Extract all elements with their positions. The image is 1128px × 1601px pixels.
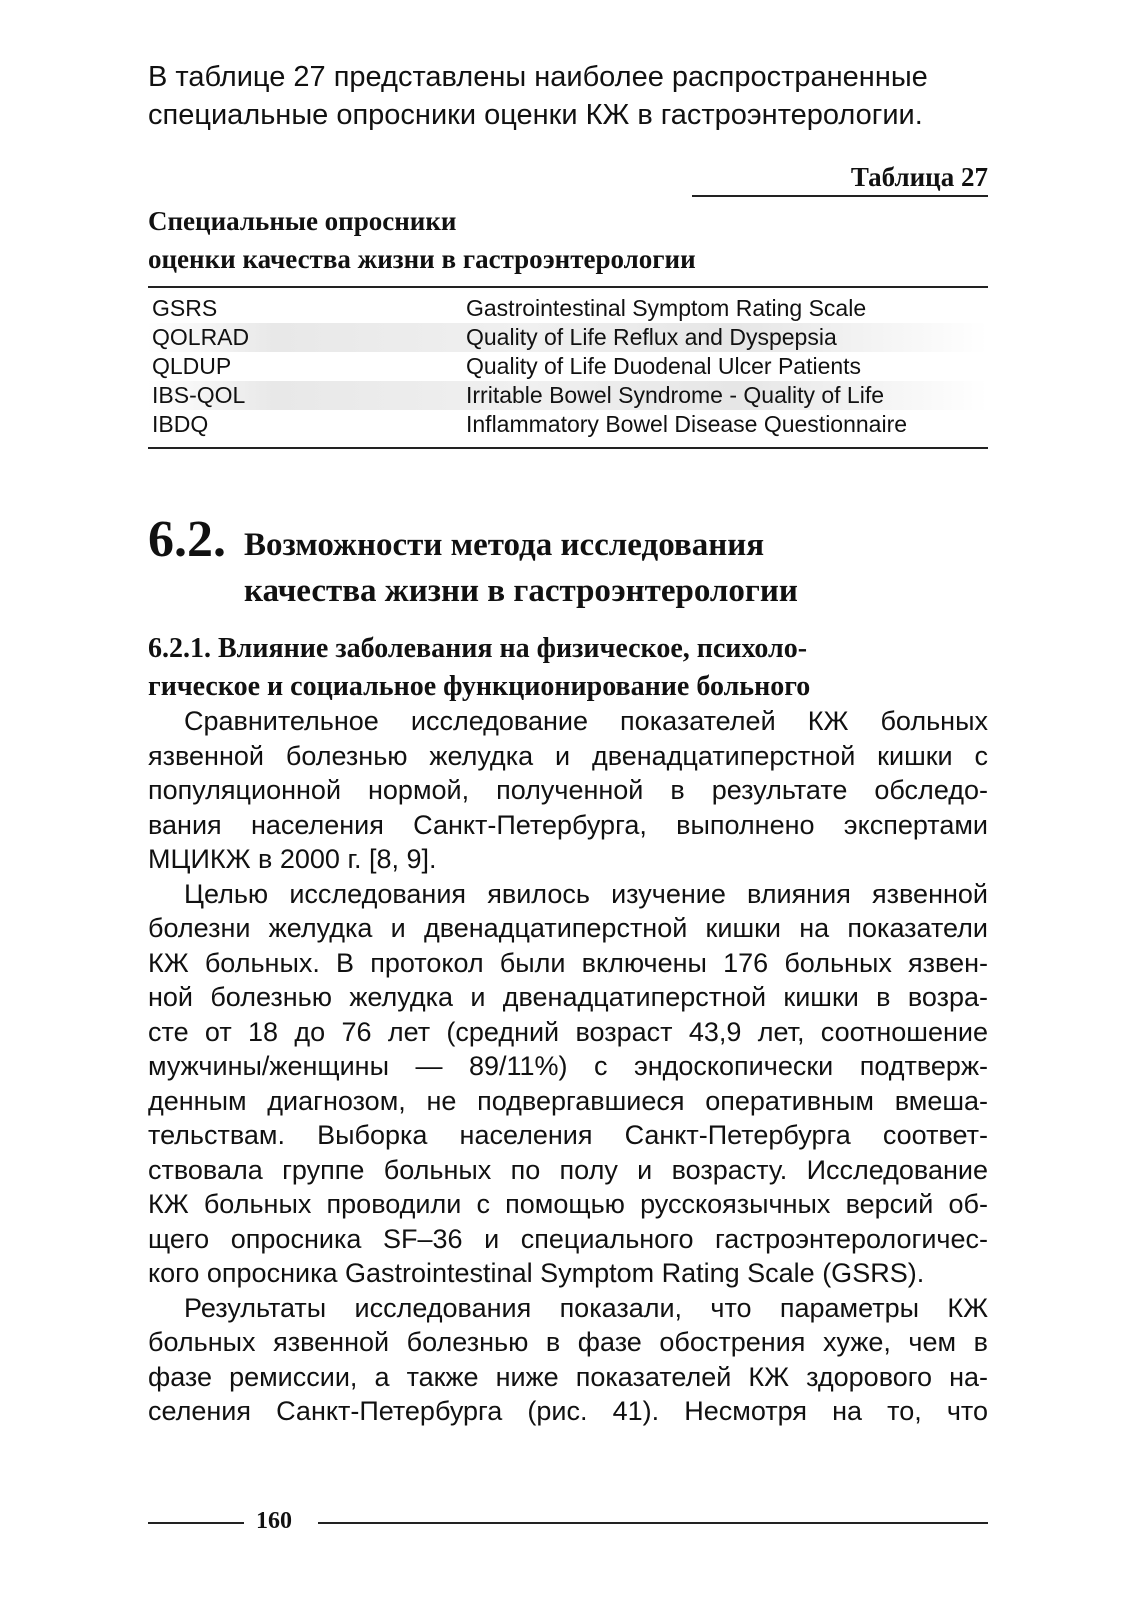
table-row [148,410,988,439]
table-cell-abbr: IBDQ [152,411,209,437]
footer-rule-left [148,1522,244,1524]
subsection-title-line: 6.2.1. Влияние заболевания на физическое, психоло- [148,633,808,664]
text-line: ной болезнью желудка и двенадцатиперстной кишки в возра- [148,982,988,1012]
text-line: Результаты исследования показали, что параметры КЖ [184,1292,988,1323]
table-cell-full: Irritable Bowel Syndrome - Quality of Life [466,382,885,408]
table-row [148,352,988,381]
table-cell-abbr: QOLRAD [152,324,250,350]
subsection-heading [148,630,988,706]
text-line: популяционной нормой, полученной в результате обследо- [148,775,988,805]
body-text [148,704,988,1429]
questionnaire-table [148,286,988,449]
text-line: денным диагнозом, не подвергавшиеся оперативным вмеша- [148,1085,988,1116]
text-line: мужчины/женщины — 89/11%) с эндоскопически подтверж- [148,1051,988,1081]
table-row [148,323,988,352]
text-line: кого опросника Gastrointestinal Symptom Rating Scale (GSRS). [148,1258,925,1288]
intro-line: специальные опросники оценки КЖ в гастроэнтерологии. [148,99,923,131]
text-line: ствовала группе больных по полу и возрасту. Исследование [148,1154,988,1185]
text-line: язвенной болезнью желудка и двенадцатиперстной кишки с [148,740,988,771]
section-title-line: Возможности метода исследования [244,527,765,563]
text-line: селения Санкт-Петербурга (рис. 41). Несмотря на то, что [148,1396,988,1426]
text-line: вания населения Санкт-Петербурга, выполнено экспертами [148,809,988,840]
text-line: КЖ больных. В протокол были включены 176 больных язвен- [148,947,988,978]
text-line: больных язвенной болезнью в фазе обострения хуже, чем в [148,1327,988,1357]
table-title-line: оценки качества жизни в гастроэнтерологии [148,244,696,274]
table-cell-full: Quality of Life Reflux and Dyspepsia [466,324,837,350]
text-line: МЦИКЖ в 2000 г. [8, 9]. [148,844,437,874]
table-cell-abbr: GSRS [152,295,218,321]
table-cell-abbr: QLDUP [152,353,232,379]
table-title-line: Специальные опросники [148,206,457,236]
intro-paragraph [148,58,988,134]
table-cell-full: Quality of Life Duodenal Ulcer Patients [466,353,862,379]
text-line: фазе ремиссии, а также ниже показателей КЖ здорового на- [148,1361,988,1392]
text-line: КЖ больных проводили с помощью русскоязычных версий об- [148,1189,988,1219]
page-number: 160 [256,1508,292,1534]
text-line: тельствам. Выборка населения Санкт-Петербурга соответ- [148,1120,988,1150]
table-cell-full: Inflammatory Bowel Disease Questionnaire [466,411,908,437]
footer-rule-right [318,1522,988,1524]
text-line: щего опросника SF–36 и специального гастроэнтерологичес- [148,1223,988,1254]
section-number: 6.2. [148,511,226,568]
section-title [244,522,798,614]
text-line: сте от 18 до 76 лет (средний возраст 43,9 лет, соотношение [148,1016,988,1047]
text-line: Целью исследования явилось изучение влияния язвенной [184,878,988,909]
table-number: Таблица 27 [692,162,988,197]
text-line: Сравнительное исследование показателей КЖ больных [184,706,988,736]
table-row [148,381,988,410]
section-title-line: качества жизни в гастроэнтерологии [244,573,798,609]
table-title [148,202,988,278]
table-cell-full: Gastrointestinal Symptom Rating Scale [466,295,867,321]
table-row [148,294,988,323]
subsection-title-line: гическое и социальное функционирование больного [148,671,811,702]
table-cell-abbr: IBS-QOL [152,382,246,408]
text-line: болезни желудка и двенадцатиперстной кишки на показатели [148,913,988,943]
page-footer [148,1508,988,1538]
intro-line: В таблице 27 представлены наиболее распространенные [148,61,928,93]
